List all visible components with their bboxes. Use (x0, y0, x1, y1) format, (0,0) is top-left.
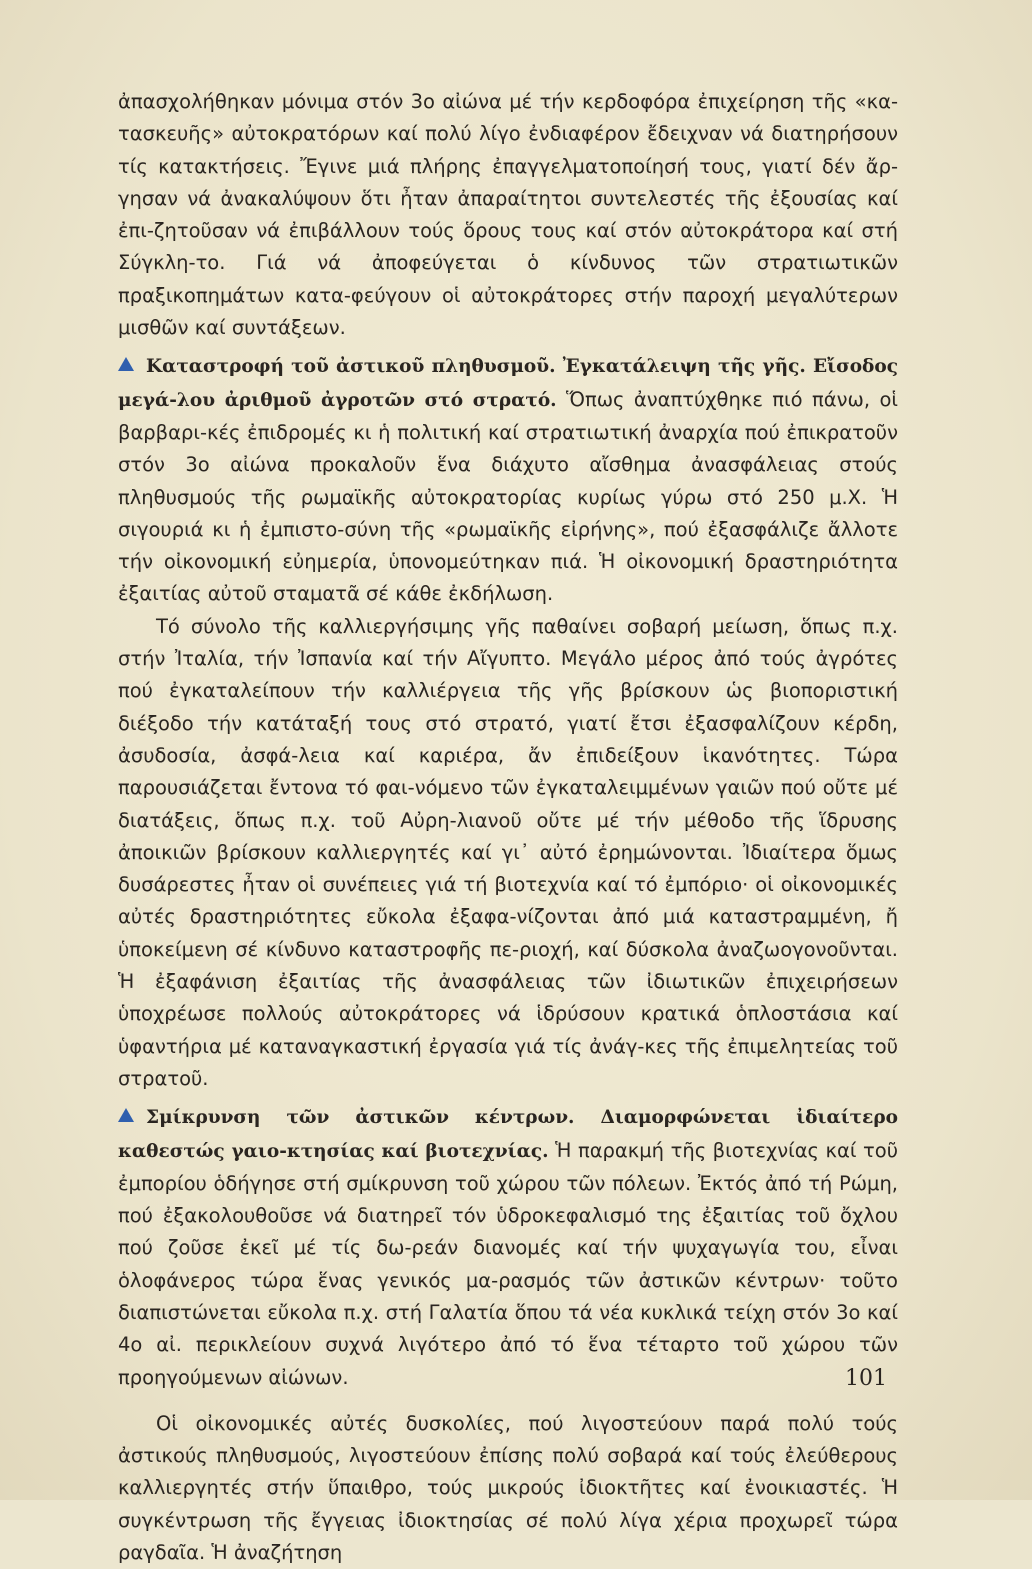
section-heading-4: Σμίκρυνση τῶν ἀστικῶν κέντρων. Διαμορφώνεται ἰδιαίτερο καθεστώς γαιο-κτησίας καί βιοτεχνίας. (118, 1107, 898, 1162)
paragraph-1: ἀπασχολήθηκαν μόνιμα στόν 3ο αἰώνα μέ τήν κερδοφόρα ἐπιχείρηση τῆς «κα-τασκευῆς» αὐτοκρατόρων καί πολύ λίγο ἐνδιαφέρον ἔδειχναν νά διατηρήσουν τίς κατακτήσεις. Ἔγινε μιά πλήρης ἐπαγγελματοποίησή τους, γιατί δέν ἄρ-γησαν νά ἀνακαλύψουν ὅτι ἦταν ἀπαραίτητοι συντελεστές τῆς ἐξουσίας καί ἐπι-ζητοῦσαν νά ἐπιβάλλουν τούς ὅρους τους καί στόν αὐτοκράτορα καί στή Σύγκλη-το. Γιά νά ἀποφεύγεται ὁ κίνδυνος τῶν στρατιωτικῶν πραξικοπημάτων κατα-φεύγουν οἱ αὐτοκράτορες στήν παροχή μεγαλύτερων μισθῶν καί συντάξεων. (118, 90, 898, 340)
paragraph-5: Οἱ οἰκονομικές αὐτές δυσκολίες, πού λιγοστεύουν παρά πολύ τούς ἀστικούς πληθυσμούς, λιγοστεύουν ἐπίσης πολύ σοβαρά καί τούς ἐλεύθερους καλλιεργητές στήν ὕπαιθρο, τούς μικρούς ἰδιοκτῆτες καί ἐνοικιαστές. Ἡ συγκέντρωση τῆς ἔγγειας ἰδιοκτησίας σέ πολύ λίγα χέρια προχωρεῖ τώρα ραγδαῖα. Ἡ ἀναζήτηση (118, 1411, 898, 1565)
section-paragraph-4 (118, 1101, 898, 1394)
section-paragraph-2 (118, 350, 898, 610)
paragraph-3: Τό σύνολο τῆς καλλιεργήσιμης γῆς παθαίνει σοβαρή μείωση, ὅπως π.χ. στήν Ἰταλία, τήν Ἰσπανία καί τήν Αἴγυπτο. Μεγάλο μέρος ἀπό τούς ἀγρότες πού ἐγκαταλείπουν τήν καλλιέργεια τῆς γῆς βρίσκουν ὡς βιοποριστική διέξοδο τήν κατάταξή τους στό στρατό, γιατί ἔτσι ἐξασφαλίζουν κέρδη, ἀσυδοσία, ἀσφά-λεια καί καριέρα, ἄν ἐπιδείξουν ἱκανότητες. Τώρα παρουσιάζεται ἔντονα τό φαι-νόμενο τῶν ἐγκαταλειμμένων γαιῶν πού οὔτε μέ διατάξεις, ὅπως π.χ. τοῦ Αὐρη-λιανοῦ οὔτε μέ τήν μέθοδο τῆς ἵδρυσης ἀποικιῶν βρίσκουν καλλιεργητές καί γι᾿ αὐτό ἐρημώνονται. Ἰδιαίτερα ὅμως δυσάρεστες ἦταν οἱ συνέπειες γιά τή βιοτεχνία καί τό ἐμπόριο· οἱ οἰκονομικές αὐτές δραστηριότητες εὔκολα ἐξαφα-νίζονται ἀπό μιά καταστραμμένη, ἤ ὑποκείμενη σέ κίνδυνο καταστροφῆς πε-ριοχή, καί δύσκολα ἀναζωογονοῦνται. Ἡ ἐξαφάνιση ἐξαιτίας τῆς ἀνασφάλειας τῶν ἰδιωτικῶν ἐπιχειρήσεων ὑποχρέωσε πολλούς αὐτοκράτορες νά ἱδρύσουν κρατικά ὁπλοστάσια καί ὑφαντήρια μέ καταναγκαστική ἐργασία γιά τίς ἀνάγ-κες τῆς ἐπιμελητείας τοῦ στρατοῦ. (118, 614, 898, 1090)
paragraph-2: Ὅπως ἀναπτύχθηκε πιό πάνω, οἱ βαρβαρι-κές ἐπιδρομές κι ἡ πολιτική καί στρατιωτική ἀναρχία πού ἐπικρατοῦν στόν 3ο αἰώνα προκαλοῦν ἕνα διάχυτο αἴσθημα ἀνασφάλειας στούς πληθυσμούς τῆς ρωμαϊκῆς αὐτοκρατορίας κυρίως γύρω στό 250 μ.Χ. Ἡ σιγουριά κι ἡ ἐμπιστο-σύνη τῆς «ρωμαϊκῆς εἰρήνης», πού ἐξασφάλιζε ἄλλοτε τήν οἰκονομική εὐημερία, ὑπονομεύτηκαν πιά. Ἡ οἰκονομική δραστηριότητα ἐξαιτίας αὐτοῦ σταματᾶ σέ κάθε ἐκδήλωση. (118, 387, 898, 606)
body-text (118, 86, 898, 1569)
section-triangle-icon (118, 1108, 134, 1122)
paragraph-4: Ἡ παρακμή τῆς βιοτεχνίας καί τοῦ ἐμπορίου ὁδήγησε στή σμίκρυνση τοῦ χώρου τῶν πόλεων. Ἐκτός ἀπό τή Ρώμη, πού ἐξακολουθοῦσε νά διατηρεῖ τόν ὑδροκεφαλισμό της ἐξαιτίας τοῦ ὄχλου πού ζοῦσε ἐκεῖ μέ τίς δω-ρεάν διανομές καί τήν ψυχαγωγία του, εἶναι ὁλοφάνερος τώρα ἕνας γενικός μα-ρασμός τῶν ἀστικῶν κέντρων· τοῦτο διαπιστώνεται εὔκολα π.χ. στή Γαλατία ὅπου τά νέα κυκλικά τείχη στόν 3ο καί 4ο αἰ. περικλείουν συχνά λιγότερο ἀπό τό ἕνα τέταρτο τοῦ χώρου τῶν προηγούμενων αἰώνων. (118, 1138, 898, 1389)
section-triangle-icon (118, 357, 134, 371)
page-number: 101 (845, 1366, 887, 1391)
section-heading-2: Καταστροφή τοῦ ἀστικοῦ πληθυσμοῦ. Ἐγκατάλειψη τῆς γῆς. Εἴσοδος μεγά-λου ἀριθμοῦ ἀγροτῶν στό στρατό. (118, 356, 898, 411)
